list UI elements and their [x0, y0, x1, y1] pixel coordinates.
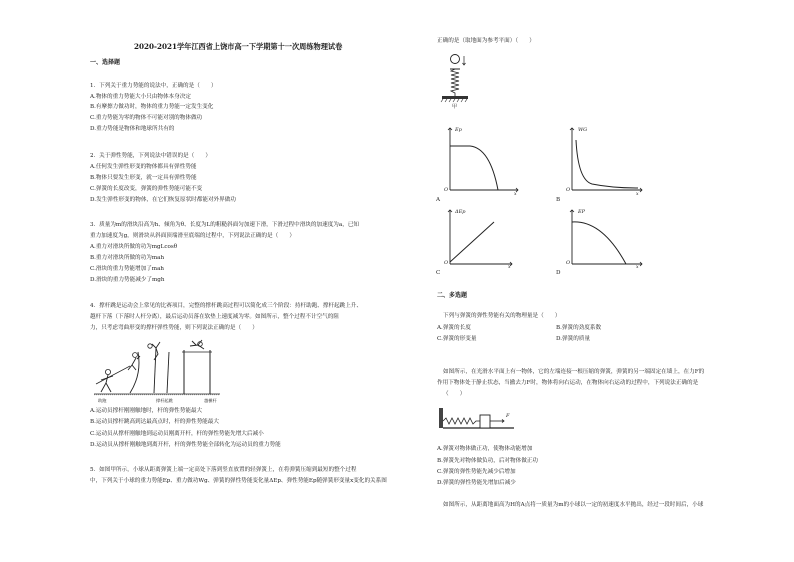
q7-option-a: A.弹簧对物体做正功，使物体动能增加 [437, 446, 533, 452]
q4-stem-line3: 力，只考虑弯曲形变的撑杆弹性势能，则下列说法正确的是（ ） [90, 325, 258, 331]
graph-a-y-label: Ep [455, 127, 462, 133]
q4-option-c: C.运动员从撑杆刚触地到运动员刚离开杆，杆的弹性势能先增大后减小 [90, 431, 264, 437]
graph-a [440, 124, 520, 196]
graph-d-option: D [556, 270, 561, 276]
graph-b-y-label: WG [578, 127, 588, 133]
q1-option-b: B.有摩擦力做功时，物体的重力势能一定发生变化 [90, 104, 214, 110]
graph-d-y-label: EP [578, 209, 586, 215]
q5-stem-line3: 正确的是（取地面为参考平面）（ ） [437, 38, 535, 44]
section-heading-choice: 一、选择题 [90, 59, 121, 66]
q3-stem-line2: 重力加速度为g，则滑块从斜面顶端滑至底端的过程中，下列说法正确的是（ ） [90, 233, 295, 239]
q7-stem-line1: 如图所示，在光滑水平面上有一物体，它的左端连接一根压缩的弹簧，弹簧的另一端固定在墙上，在力F的 [443, 369, 705, 375]
spring-ball-figure [440, 52, 470, 108]
q3-option-d: D.滑块的重力势能减少了mgh [90, 277, 165, 283]
graph-a-option: A [436, 197, 441, 203]
q2-option-c: C.弹簧的长度改变，弹簧的弹性势能可能不变 [90, 186, 203, 192]
pole-vault-label-takeoff: 撑杆起跳 [156, 398, 173, 403]
q6-option-d: D.弹簧的质量 [556, 336, 591, 342]
q2-option-b: B.物体只要发生形变，就一定具有弹性势能 [90, 175, 197, 181]
pole-vault-label-run: 助跑 [98, 398, 107, 403]
graph-d-origin: O [566, 260, 571, 266]
q2-stem: 2．关于弹性势能，下列说法中错误的是（ ） [90, 153, 212, 159]
q5-stem-line2: 中，下列关于小球的重力势能Ep、重力做功Wg、弹簧的弹性势能变化量ΔEp、弹性势能Ep随弹簧形变量x变化的关系图 [90, 478, 387, 484]
q7-option-d: D.弹簧的弹性势能先增加后减少 [437, 480, 516, 486]
graph-d-x-label: x [636, 265, 639, 270]
q7-option-c: C.弹簧的弹性势能先减少后增加 [437, 469, 516, 475]
q6-option-b: B.弹簧的劲度系数 [556, 325, 602, 331]
section-heading-multi: 二、多选题 [437, 292, 468, 299]
q7-option-b: B.弹簧先对物体做负功，后对物体做正功 [437, 458, 538, 464]
q8-stem-line1: 如图所示，从距离地面高为H的A点将一质量为m的小球以一定的初速度水平抛出，经过一段时间后，小球 [443, 502, 704, 508]
q2-option-d: D.发生弹性形变的物体，在它们恢复原状时都能对外界做功 [90, 197, 236, 203]
q6-option-c: C.弹簧的形变量 [437, 336, 477, 342]
pole-vault-figure [92, 336, 222, 402]
q1-option-d: D.重力势能是物体和地球所共有的 [90, 126, 175, 132]
graph-a-x-label: x [514, 192, 517, 197]
graph-d [562, 206, 644, 272]
q4-option-d: D.运动员从撑杆刚触地到离开杆，杆的弹性势能全部转化为运动员的重力势能 [90, 442, 281, 448]
q5-stem-line1: 5．如图甲所示，小球从距离弹簧上端一定高处下落到竖直放置的轻弹簧上，在将弹簧压缩到最短的整个过程 [90, 467, 357, 473]
graph-b-x-label: x [636, 192, 639, 197]
q3-option-a: A.重力对滑块所做的功为mgLcosθ [90, 244, 178, 250]
page-title: 2020-2021学年江西省上饶市高一下学期第十一次周练物理试卷 [134, 42, 343, 51]
graph-b [562, 124, 644, 196]
graph-c-option: C [436, 270, 441, 276]
q7-stem-line3: （ ） [443, 391, 466, 397]
q2-option-a: A.任何发生弹性形变的物体都具有弹性势能 [90, 164, 197, 170]
q6-option-a: A.弹簧的长度 [437, 325, 471, 331]
graph-b-option: B [556, 197, 561, 203]
q6-stem: 下列与弹簧的弹性势能有关的物理量是（ ） [443, 313, 561, 319]
q1-stem: 1．下列关于重力势能的说法中，正确的是（ ） [90, 83, 217, 89]
graph-c-origin: O [444, 260, 449, 266]
q4-option-a: A.运动员撑杆刚刚触地时，杆的弹性势能最大 [90, 408, 203, 414]
force-f-label: F [506, 413, 510, 419]
q3-option-b: B.重力对滑块所做的功为mah [90, 255, 165, 261]
pole-vault-label-bar: 越横杆 [204, 398, 217, 403]
q3-option-c: C.滑块的重力势能增加了mah [90, 266, 165, 272]
graph-c-x-label: x [508, 265, 511, 270]
q1-option-c: C.重力势能为零的物体不可能对别的物体做功 [90, 115, 203, 121]
graph-b-origin: O [566, 187, 571, 193]
figure-jia-label: 甲 [452, 104, 458, 110]
q4-option-b: B.运动员撑杆跳高到达最高点时，杆的弹性势能最大 [90, 419, 219, 425]
graph-c [440, 206, 520, 272]
graph-c-y-label: ΔEp [455, 209, 466, 215]
q4-stem-line1: 4．撑杆跳是运动会上常见的比赛项目，完整的撑杆跳高过程可以简化成三个阶段：持杆助跑、撑杆起跳上升、 [90, 303, 363, 309]
q3-stem-line1: 3．质量为m的滑块沿高为h、倾角为θ、长度为L的粗糙斜面匀加速下滑，下滑过程中滑块的加速度为a，已知 [90, 222, 360, 228]
q1-option-a: A.物体的重力势能大小只由物体本身决定 [90, 94, 191, 100]
q7-stem-line2: 作用下物体处于静止状态，当撤去力F时，物体将向右运动，在物体向右运动的过程中，下列说法正确的是 [437, 380, 699, 386]
q4-stem-line2: 越杆下落（下落时人杆分离），最后运动员落在软垫上速度减为零。如图所示，整个过程不计空气的阻 [90, 314, 339, 320]
graph-a-origin: O [444, 187, 449, 193]
